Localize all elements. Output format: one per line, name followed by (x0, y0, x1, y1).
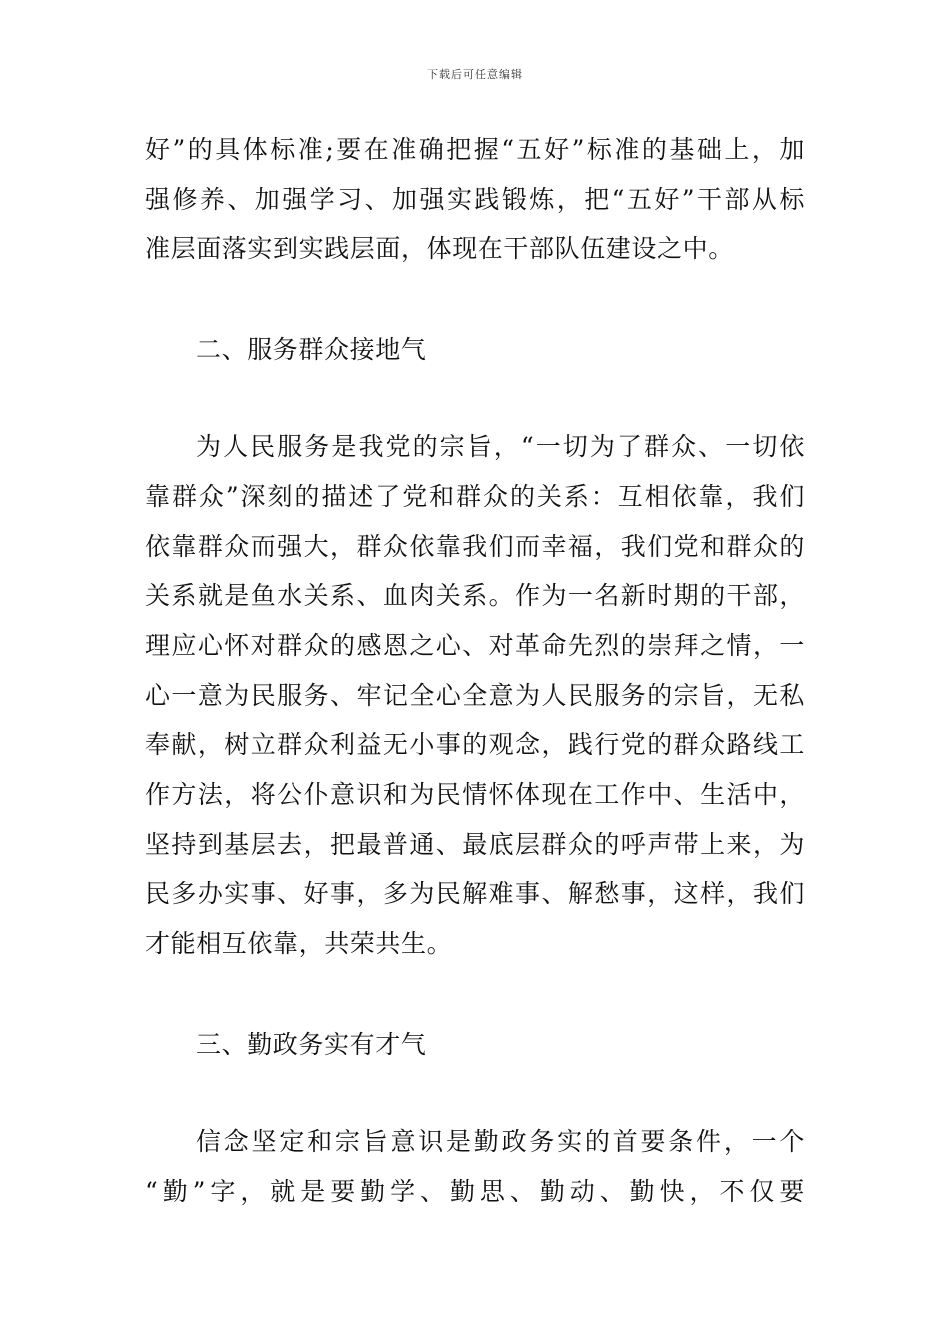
paragraph-line: 准层面落实到实践层面，体现在干部队伍建设之中。 (145, 234, 734, 263)
paragraph-line: 奉献，树立群众利益无小事的观念，践行党的群众路线工 (145, 730, 805, 759)
paragraph-line: 依靠群众而强大，群众依靠我们而幸福，我们党和群众的 (145, 532, 805, 561)
paragraph-line: 好”的具体标准;要在准确把握“五好”标准的基础上，加 (145, 135, 805, 164)
paragraph-line: 信念坚定和宗旨意识是勤政务实的首要条件，一个 (196, 1127, 805, 1156)
page-header-note: 下载后可任意编辑 (427, 68, 523, 81)
paragraph-line: 关系就是鱼水关系、血肉关系。作为一名新时期的干部， (145, 581, 805, 610)
paragraph-line: 民多办实事、好事，多为民解难事、解愁事，这样，我们 (145, 879, 805, 908)
paragraph-line: 强修养、加强学习、加强实践锻炼，把“五好”干部从标 (145, 185, 805, 214)
paragraph-line: 坚持到基层去，把最普通、最底层群众的呼声带上来，为 (145, 830, 805, 859)
paragraph-line: 心一意为民服务、牢记全心全意为人民服务的宗旨，无私 (145, 681, 805, 710)
section-heading-3: 三、勤政务实有才气 (196, 1030, 427, 1059)
paragraph-line: 为人民服务是我党的宗旨，“一切为了群众、一切依 (196, 432, 805, 461)
paragraph-line: “勤”字，就是要勤学、勤思、勤动、勤快，不仅要 (145, 1177, 805, 1206)
paragraph-line: 作方法，将公仆意识和为民情怀体现在工作中、生活中， (145, 780, 805, 809)
paragraph-line: 才能相互依靠，共荣共生。 (145, 929, 453, 958)
paragraph-line: 理应心怀对群众的感恩之心、对革命先烈的崇拜之情，一 (145, 631, 805, 660)
paragraph-line: 靠群众”深刻的描述了党和群众的关系：互相依靠，我们 (145, 482, 805, 511)
section-heading-2: 二、服务群众接地气 (196, 335, 427, 364)
